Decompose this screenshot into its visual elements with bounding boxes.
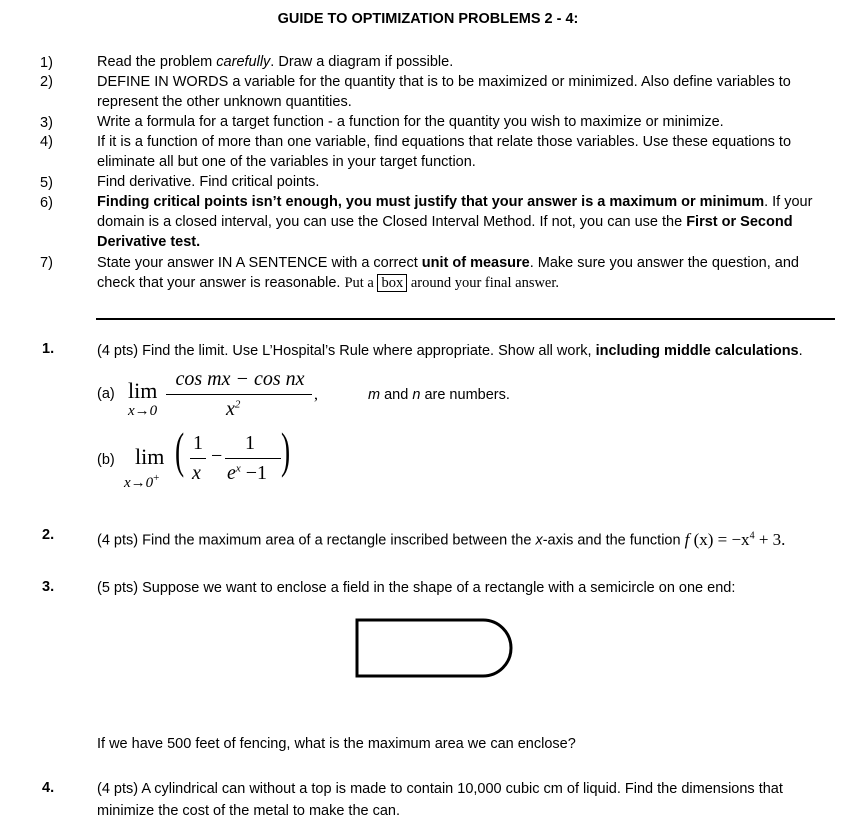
guide-text: If it is a function of more than one variable, find equations that relate those variables. Use these equations to (97, 134, 792, 150)
part-a-note (368, 387, 510, 403)
guide-step-3 (97, 112, 842, 132)
guide-text: Find derivative. Find critical points. (97, 174, 320, 190)
guide-text: . If your (764, 194, 813, 210)
var-n: n (412, 387, 421, 403)
problem-text: (4 pts) A cylindrical can without a top is made to contain 10,000 cubic cm of liquid. Find the dimensions that (97, 781, 783, 797)
problem-number: 2. (42, 527, 55, 543)
problem-2-text (97, 525, 837, 552)
lim-symbol: lim (128, 378, 158, 403)
guide-number: 4) (40, 134, 53, 150)
problem-number: 1. (42, 341, 55, 357)
boxed-word: box (377, 274, 407, 292)
function-expression: f $(x) = -x^4 + 3$. (684, 529, 786, 549)
problem-text: . (798, 343, 803, 359)
guide-step-6 (97, 192, 842, 252)
guide-number: 7) (40, 255, 53, 271)
problem-number: 3. (42, 579, 55, 595)
guide-step-2 (97, 72, 842, 112)
guide-step-5 (97, 172, 842, 192)
problem-3-question: If we have 500 feet of fencing, what is the maximum area we can enclose? (97, 736, 576, 752)
guide-bold: First or Second (686, 214, 793, 230)
guide-step-4 (97, 132, 842, 172)
lim-symbol: lim (135, 444, 165, 469)
problem-text: minimize the cost of the metal to make the can. (97, 803, 401, 819)
guide-step-7 (97, 253, 842, 293)
problem-bold: including middle calculations (595, 343, 799, 359)
guide-text: eliminate all but one of the variables in your target function. (97, 154, 476, 170)
fraction-numerator: 1 (245, 432, 255, 454)
minus-sign: − (211, 445, 223, 467)
guide-bold: unit of measure (421, 255, 530, 271)
rectangle-semicircle-shape (357, 620, 511, 676)
note-text: are numbers. (420, 387, 510, 403)
fraction-bar (225, 458, 281, 459)
guide-text: around your final answer. (407, 275, 560, 291)
left-paren: ( (175, 422, 185, 478)
fraction-denominator: $e^x -1$ (227, 462, 268, 484)
guide-bold: Finding critical points isn’t enough, you must justify that your answer is a maximum or minimum (97, 194, 765, 210)
page-title: GUIDE TO OPTIMIZATION PROBLEMS 2 - 4: (277, 11, 579, 27)
fraction-denominator: x (192, 462, 201, 484)
guide-text: check that your answer is reasonable. (97, 275, 345, 291)
part-b-label: (b) (97, 452, 115, 468)
problem-4-text (97, 778, 837, 822)
fraction-denominator: $x^2$ (226, 398, 241, 420)
lim-subscript: x→0 (128, 403, 158, 419)
guide-text: Put a (344, 275, 378, 291)
var-x: x (535, 532, 543, 549)
field-diagram (350, 614, 520, 684)
guide-bold: Derivative test. (97, 234, 201, 250)
guide-text: . Draw a diagram if possible. (270, 54, 454, 70)
part-a-label: (a) (97, 386, 115, 402)
comma: , (314, 386, 318, 403)
exponent: x (235, 462, 241, 475)
guide-text: . Make sure you answer the question, and (529, 255, 799, 271)
guide-number: 1) (40, 55, 53, 71)
guide-number: 3) (40, 115, 53, 131)
fraction-numerator: cos mx − cos nx (175, 368, 305, 390)
guide-number: 5) (40, 175, 53, 191)
guide-text: represent the other unknown quantities. (97, 94, 352, 110)
guide-number: 6) (40, 195, 53, 211)
guide-text: State your answer IN A SENTENCE with a correct (97, 255, 422, 271)
problem-text: (4 pts) Find the limit. Use L’Hospital’s Rule where appropriate. Show all work, (97, 343, 596, 359)
var-m: m (368, 387, 381, 403)
guide-step-1 (97, 52, 842, 72)
fraction-numerator: 1 (193, 432, 203, 454)
problem-3-text: (5 pts) Suppose we want to enclose a field in the shape of a rectangle with a semicircle on one end: (97, 580, 736, 596)
guide-text: domain is a closed interval, you can use the Closed Interval Method. If not, you can use the (97, 214, 687, 230)
problem-text: (4 pts) Find the maximum area of a rectangle inscribed between the (97, 532, 536, 549)
fraction-bar (190, 458, 206, 459)
note-text: and (380, 387, 413, 403)
guide-text: DEFINE IN WORDS a variable for the quantity that is to be maximized or minimized. Also define variables to (97, 74, 791, 90)
problem-number: 4. (42, 780, 55, 796)
problem-text: -axis and the function (542, 532, 685, 549)
guide-number: 2) (40, 74, 53, 90)
guide-emphasis: carefully (216, 54, 271, 70)
guide-text: Write a formula for a target function - a function for the quantity you wish to maximize or minimize. (97, 114, 724, 130)
guide-text: Read the problem (97, 54, 217, 70)
problem-1-text (97, 340, 837, 362)
exponent: 2 (234, 398, 241, 411)
fraction-bar (166, 394, 312, 395)
right-paren: ) (281, 422, 291, 478)
divider (96, 318, 835, 320)
lim-subscript: x→0+ (124, 472, 160, 491)
exponent: 4 (749, 530, 755, 541)
plus-sign: + (153, 472, 160, 484)
